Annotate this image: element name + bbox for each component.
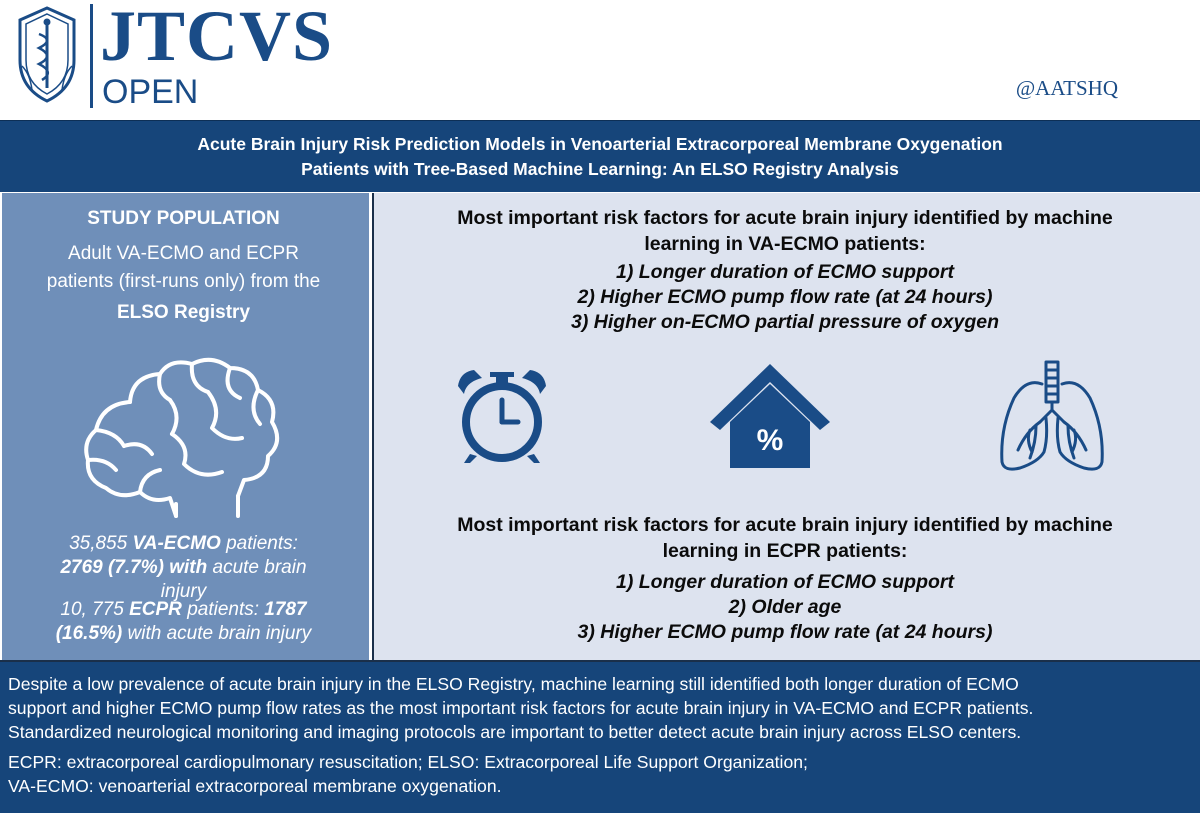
ecpr-suffix: patients:: [187, 599, 260, 620]
study-population-line-2: patients (first-runs only) from the: [46, 271, 321, 292]
va-count: 35,855: [69, 533, 128, 554]
alarm-clock-icon: [452, 366, 552, 466]
conclusion-panel: [0, 662, 1200, 813]
va-ecmo-factor-1: 1) Longer duration of ECMO support: [616, 261, 954, 283]
journal-logo: JTCVS: [100, 0, 334, 76]
twitter-handle: @AATSHQ: [1015, 76, 1118, 100]
ecpr-title-1: Most important risk factors for acute brain injury identified by machine: [457, 514, 1113, 536]
title-band: [0, 120, 1200, 192]
percent-symbol: %: [756, 424, 784, 457]
ecpr-abi-n: 1787: [264, 599, 307, 620]
title-line-2: Patients with Tree-Based Machine Learning: An ELSO Registry Analysis: [301, 158, 899, 179]
journal-logo-sub: OPEN: [102, 73, 199, 111]
ecpr-abi-pct: (16.5%): [55, 623, 123, 644]
va-ecmo-title-1: Most important risk factors for acute brain injury identified by machine: [457, 207, 1113, 229]
header: [0, 0, 1200, 118]
va-abi-text-2: injury: [160, 581, 207, 602]
ecpr-factor-2: 2) Older age: [728, 596, 842, 618]
va-suffix: patients:: [226, 533, 298, 554]
va-ecmo-factor-3: 3) Higher on-ECMO partial pressure of oxygen: [571, 311, 999, 333]
ecpr-label: ECPR: [129, 599, 182, 620]
house-percent-icon: [708, 360, 832, 470]
ecpr-count: 10, 775: [60, 599, 124, 620]
va-label: VA-ECMO: [132, 533, 221, 554]
va-ecmo-stats: [0, 532, 367, 604]
logo-divider: [90, 4, 93, 108]
conclusion-line-2: support and higher ECMO pump flow rates as the most important risk factors for acute brain injury in VA-ECMO and ECPR patients.: [8, 698, 1034, 718]
ecpr-title-2: learning in ECPR patients:: [662, 540, 908, 562]
va-abi-text: acute brain: [212, 557, 307, 578]
ecpr-factor-1: 1) Longer duration of ECMO support: [616, 571, 954, 593]
abbreviations-line-2: VA-ECMO: venoarterial extracorporeal membrane oxygenation.: [8, 776, 502, 796]
brain-icon: [72, 346, 297, 521]
ecpr-stats: [0, 598, 367, 646]
conclusion-line-3: Standardized neurological monitoring and imaging protocols are important to better detect acute brain injury across ELSO centers.: [8, 722, 1022, 742]
va-ecmo-title-2: learning in VA-ECMO patients:: [644, 233, 926, 255]
ecpr-factor-3: 3) Higher ECMO pump flow rate (at 24 hours): [577, 621, 993, 643]
conclusion-line-1: Despite a low prevalence of acute brain injury in the ELSO Registry, machine learning still identified both longer duration of ECMO: [8, 674, 1019, 694]
study-population-registry: ELSO Registry: [116, 302, 251, 323]
va-ecmo-factor-2: 2) Higher ECMO pump flow rate (at 24 hours): [577, 286, 993, 308]
study-population-heading: STUDY POPULATION: [87, 208, 280, 229]
study-population-line-1: Adult VA-ECMO and ECPR: [68, 243, 299, 264]
lungs-icon: [996, 358, 1108, 476]
va-abi: 2769 (7.7%) with: [60, 557, 208, 578]
ecpr-abi-text: with acute brain injury: [127, 623, 312, 644]
title-line-1: Acute Brain Injury Risk Prediction Models in Venoarterial Extracorporeal Membrane Oxygenation: [197, 133, 1003, 154]
abbreviations-line-1: ECPR: extracorporeal cardiopulmonary resuscitation; ELSO: Extracorporeal Life Support Organization;: [8, 752, 808, 772]
aats-seal-icon: [12, 4, 82, 104]
